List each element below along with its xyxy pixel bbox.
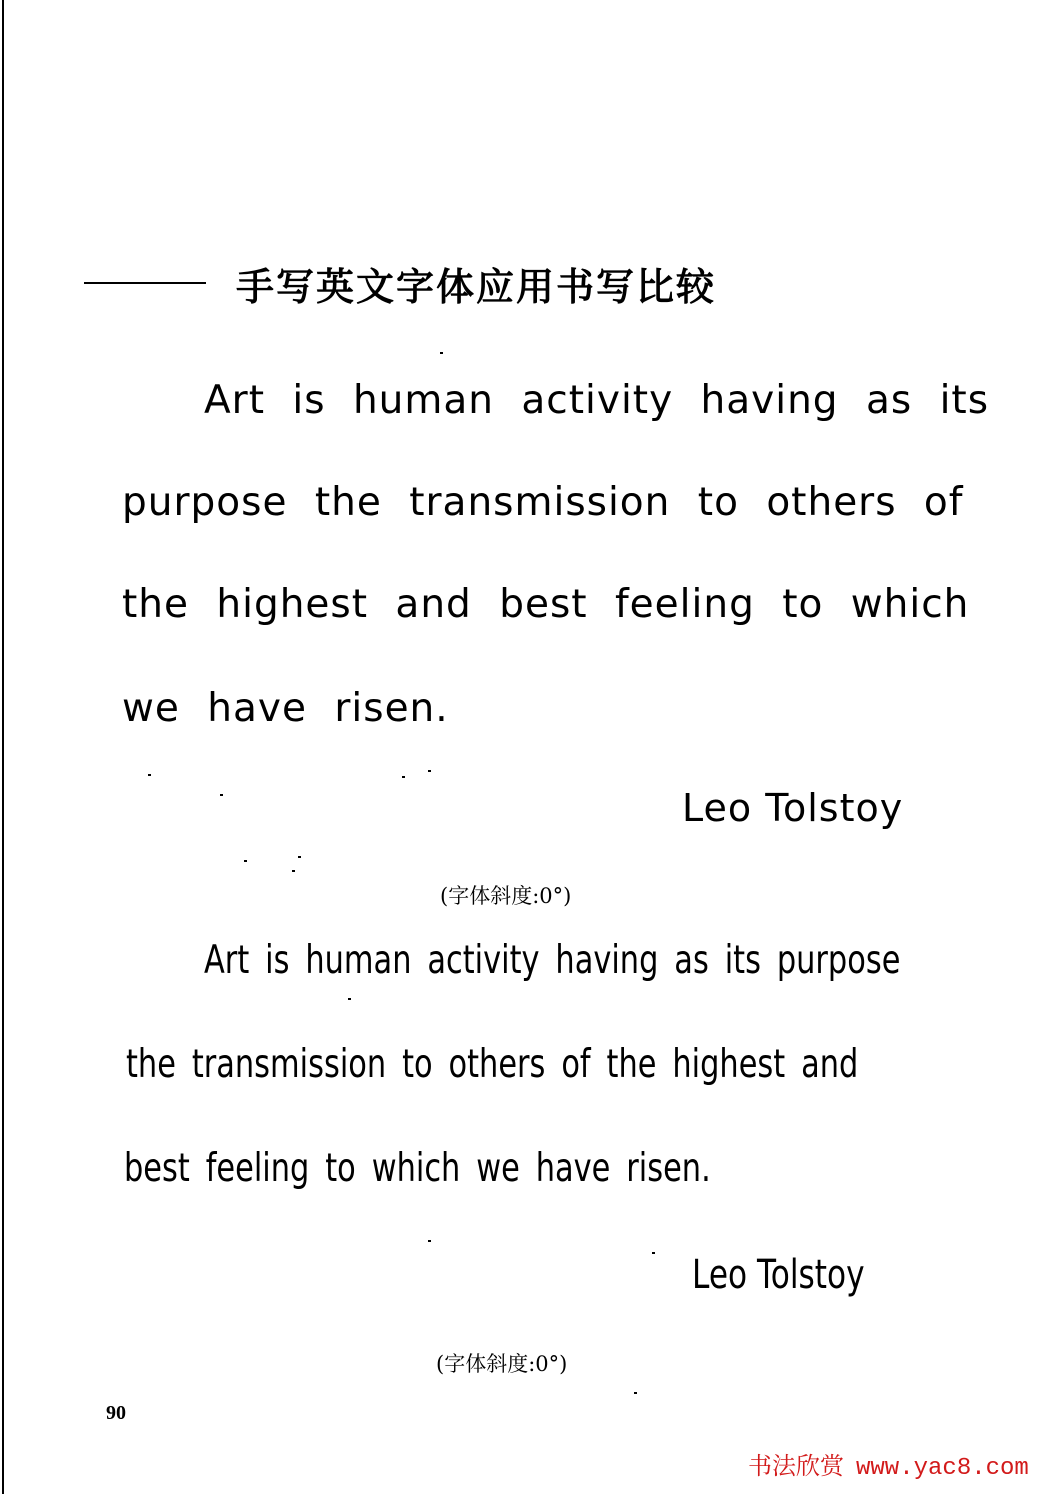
scan-speck (428, 770, 431, 772)
scan-speck (292, 870, 295, 872)
quote2-line-1: Art is human activity having as its purpose (204, 938, 901, 983)
scan-speck (652, 1252, 655, 1254)
quote2-line-3: best feeling to which we have risen. (124, 1146, 711, 1191)
quote1-line-2: purpose the transmission to others of (122, 480, 964, 525)
page-number: 90 (106, 1402, 126, 1424)
quote1-line-1: Art is human activity having as its (204, 378, 990, 423)
site-watermark (748, 1446, 1029, 1482)
quote1-author: Leo Tolstoy (682, 786, 904, 830)
scan-speck (402, 776, 405, 778)
quote1-line-4: we have risen. (122, 686, 449, 731)
scan-speck (298, 856, 301, 858)
page-edge-line (2, 0, 4, 1494)
quote2-line-2: the transmission to others of the highest and (126, 1042, 859, 1087)
quote1-line-3: the highest and best feeling to which (122, 582, 970, 627)
scan-speck (244, 860, 247, 862)
watermark-url: www.yac8.com (856, 1455, 1029, 1482)
scan-speck (428, 1240, 431, 1242)
watermark-text: 书法欣赏 (748, 1454, 844, 1480)
scan-speck (220, 794, 223, 796)
heading-rule (84, 282, 206, 284)
scan-speck (348, 998, 351, 1000)
quote2-author: Leo Tolstoy (692, 1252, 865, 1298)
scan-speck (440, 352, 443, 354)
scan-speck (634, 1392, 637, 1394)
quote2-caption: (字体斜度:0°) (436, 1352, 568, 1376)
section-title: 手写英文字体应用书写比较 (236, 264, 717, 309)
quote1-caption: (字体斜度:0°) (440, 884, 572, 908)
section-heading (84, 258, 716, 308)
scan-speck (148, 774, 151, 776)
